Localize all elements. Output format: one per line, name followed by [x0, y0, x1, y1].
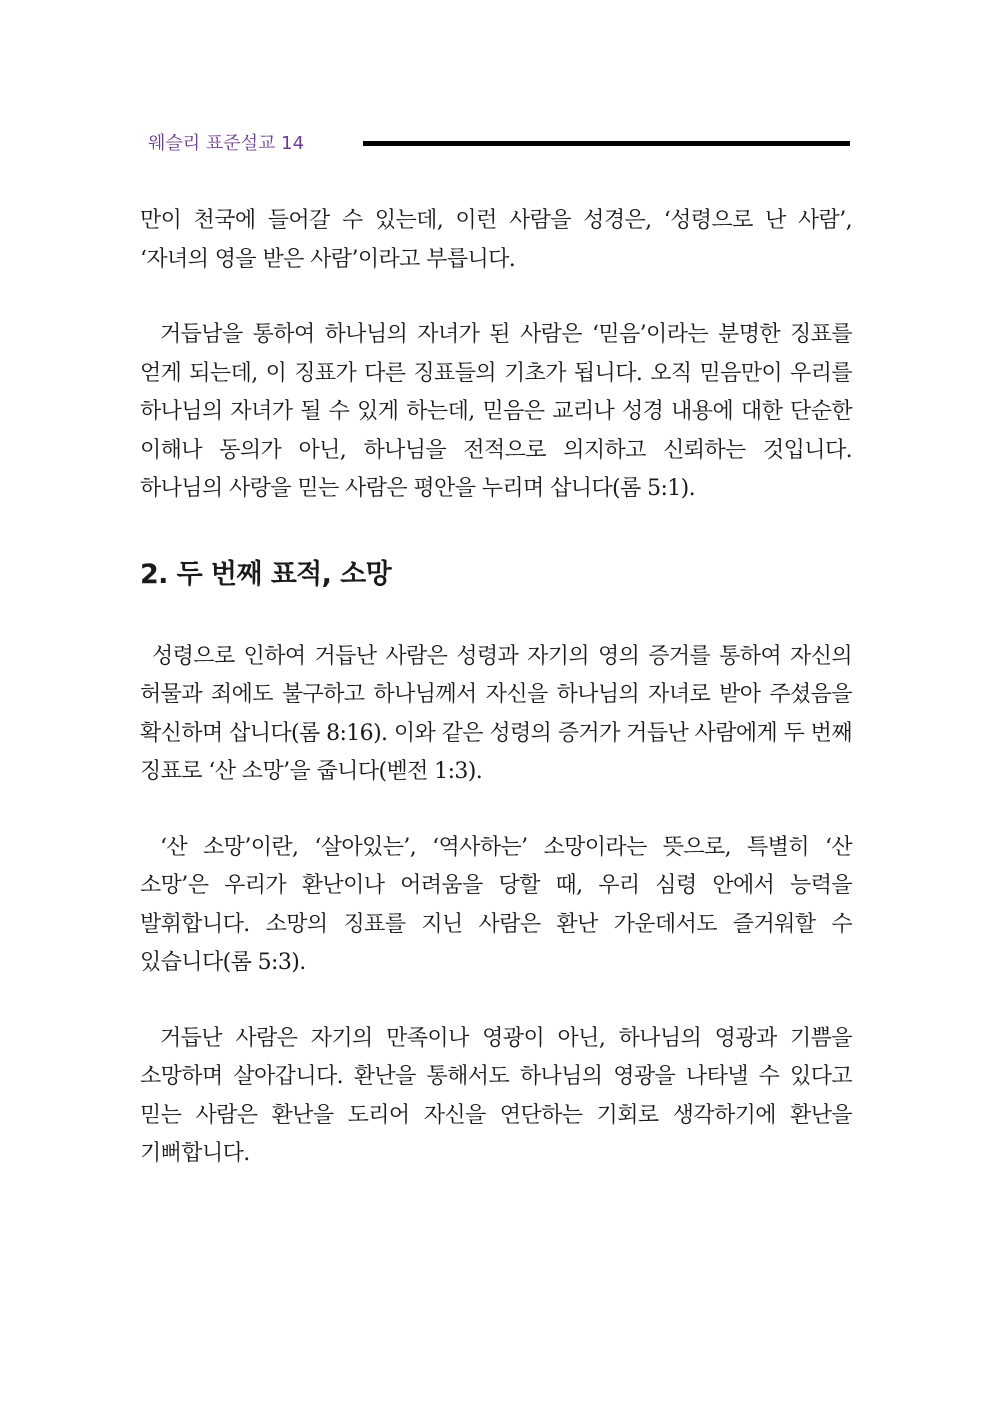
paragraph-5: 거듭난 사람은 자기의 만족이나 영광이 아닌, 하나님의 영광과 기쁨을 소망하며 살아갑니다. 환난을 통해서도 하나님의 영광을 나타낼 수 있다고 믿는 사람은 환난을 도리어 자신을 연단하는 기회로 생각하기에 환난을 기뻐합니다. [140, 1025, 852, 1166]
header-rule [363, 141, 850, 146]
page-body [140, 202, 852, 1174]
running-header-title: 웨슬리 표준설교 14 [148, 133, 305, 154]
paragraph-2: 거듭남을 통하여 하나님의 자녀가 된 사람은 ‘믿음’이라는 분명한 징표를 얻게 되는데, 이 징표가 다른 징표들의 기초가 됩니다. 오직 믿음만이 우리를 하나님의 자녀가 될 수 있게 하는데, 믿음은 교리나 성경 내용에 대한 단순한 이해나 동의가 아닌, 하나님을 전적으로 의지하고 신뢰하는 것입니다. 하나님의 사랑을 믿는 사람은 평안을 누리며 삽니다(롬 5:1). [140, 322, 852, 501]
page-header [148, 128, 850, 160]
paragraph-1: 만이 천국에 들어갈 수 있는데, 이런 사람을 성경은, ‘성령으로 난 사람’, ‘자녀의 영을 받은 사람’이라고 부릅니다. [140, 208, 852, 272]
paragraph-3: 성령으로 인하여 거듭난 사람은 성령과 자기의 영의 증거를 통하여 자신의 허물과 죄에도 불구하고 하나님께서 자신을 하나님의 자녀로 받아 주셨음을 확신하며 삽니다(롬 8:16). 이와 같은 성령의 증거가 거듭난 사람에게 두 번째 징표로 ‘산 소망’을 줍니다(벧전 1:3). [140, 643, 852, 784]
paragraph-4: ‘산 소망’이란, ‘살아있는’, ‘역사하는’ 소망이라는 뜻으로, 특별히 ‘산 소망’은 우리가 환난이나 어려움을 당할 때, 우리 심령 안에서 능력을 발휘합니다. 소망의 징표를 지닌 사람은 환난 가운데서도 즐거워할 수 있습니다(롬 5:3). [140, 834, 852, 975]
section-heading: 2. 두 번째 표적, 소망 [140, 558, 392, 590]
